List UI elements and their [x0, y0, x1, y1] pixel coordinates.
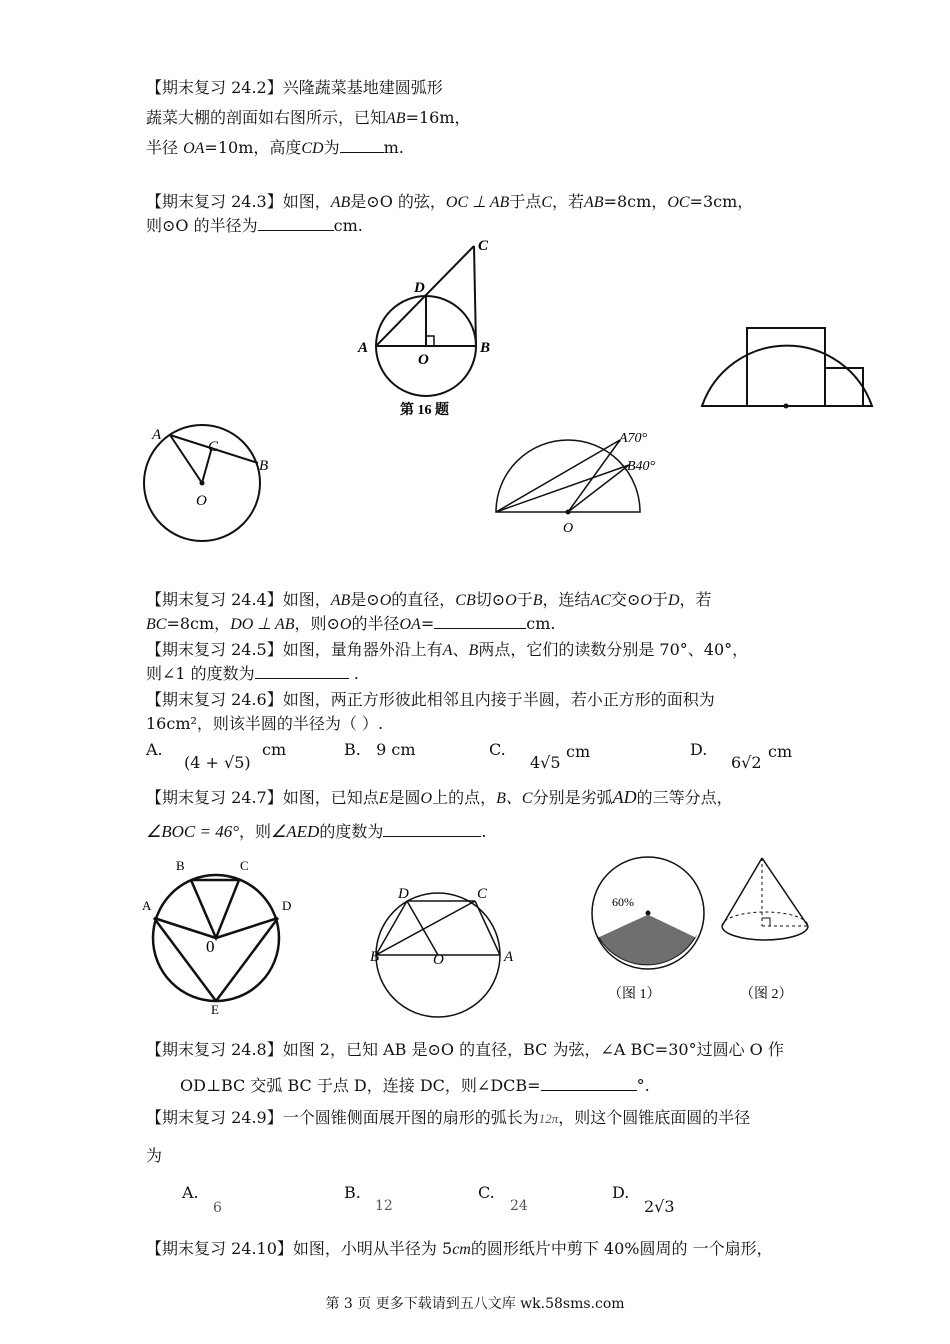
t: . [481, 822, 487, 841]
q24-3-oc: OC [667, 194, 690, 211]
q24-3-t1: 如图， [282, 192, 331, 211]
label-c: C [208, 439, 219, 455]
math: AC [590, 592, 611, 609]
q24-2-line2 [146, 108, 471, 129]
q24-2-line1 [146, 78, 443, 98]
center-point [646, 911, 651, 916]
math: CB [455, 592, 476, 609]
q24-2-line3 [146, 138, 404, 159]
q24-8-line2 [180, 1076, 650, 1096]
label-a: A [142, 898, 152, 913]
label-o: O [433, 952, 444, 968]
math: BC [146, 616, 167, 633]
q24-6-line2: 16cm²，则该半圆的半径为（ ）. [146, 714, 384, 733]
opt-letter: A. [182, 1183, 199, 1202]
t: ，连结 [542, 590, 591, 609]
label-c: C [240, 858, 249, 873]
label-o: O [196, 493, 207, 509]
q24-4-line1 [146, 590, 712, 611]
q24-2-text2b: =16m， [405, 108, 471, 127]
opt-value: 9 [376, 740, 387, 759]
label-b: B [480, 340, 491, 356]
line-do [216, 918, 278, 938]
math: D [667, 592, 680, 609]
cone-left-edge [722, 858, 762, 926]
label-b40: B40° [627, 459, 656, 474]
cone-right-edge [762, 858, 808, 926]
math: B、C [496, 790, 533, 807]
right-angle [426, 336, 434, 346]
q24-6-option-c-unit: cm [566, 742, 591, 761]
q24-6-option-d-unit: cm [768, 742, 793, 761]
figure-protractor [493, 428, 683, 538]
q24-6-option-b[interactable] [344, 740, 416, 760]
math: ∠AED [271, 822, 320, 841]
math: O [339, 616, 352, 633]
t: 如图，量角器外沿上有 [282, 640, 443, 659]
t: 的三等分点， [636, 788, 733, 807]
answer-blank[interactable] [340, 138, 384, 153]
opt-unit: cm [391, 740, 416, 759]
q24-3-c: C [541, 194, 553, 211]
t: = [420, 614, 435, 633]
opt-letter: C. [478, 1183, 495, 1202]
t: cm. [526, 614, 556, 633]
q24-7-line1 [146, 787, 733, 809]
q24-6-line1 [146, 690, 715, 710]
t: °. [636, 1076, 650, 1095]
math: O [420, 790, 433, 807]
q24-4-line2 [146, 614, 555, 635]
label-b: B [370, 949, 380, 965]
label-e: E [211, 1002, 219, 1017]
q24-3-t5: =8cm， [603, 192, 668, 211]
center-point [200, 481, 205, 486]
t: ，若 [679, 590, 712, 609]
triangle-boc [191, 880, 239, 938]
t: 如图 2，已知 AB 是⊙O 的直径，BC 为弦，∠A BC=30°过圆心 O 作 [282, 1040, 784, 1059]
q24-8-line1 [146, 1040, 784, 1060]
q24-2-text3d: m. [383, 138, 404, 157]
figure-semicircle-squares [695, 310, 885, 410]
q24-3-line2 [146, 216, 363, 236]
q24-6-tag: 【期末复习 24.6】 [146, 690, 283, 709]
q24-6-option-d-value: 6√2 [731, 753, 762, 772]
math: O [379, 592, 392, 609]
math: O [505, 592, 517, 609]
label-b: B [259, 458, 269, 474]
opt-letter: D. [612, 1183, 630, 1202]
t: 于 [516, 590, 533, 609]
opt-letter: C. [489, 740, 506, 759]
q24-2-ab: AB [386, 110, 406, 127]
figure-2-caption: （图 2） [740, 987, 793, 1002]
line-ob [568, 465, 629, 512]
line-ao [170, 435, 202, 483]
q24-3-ab: AB [330, 194, 351, 211]
answer-blank[interactable] [258, 216, 334, 231]
label-60-percent: 60% [612, 895, 634, 909]
opt-letter: B. [344, 1183, 361, 1202]
q24-6-option-c-value: 4√5 [530, 753, 561, 772]
math: DO ⊥ AB [230, 616, 295, 633]
q24-3-t6: =3cm， [689, 192, 754, 211]
figure-2-cone [718, 856, 828, 1006]
t: ，则⊙ [294, 614, 340, 633]
right-angle [762, 918, 770, 926]
label-a: A [504, 949, 514, 965]
label-c: C [477, 886, 488, 902]
opt-letter: B. [344, 740, 361, 759]
label-b: B [176, 858, 185, 873]
math: B [468, 642, 479, 659]
label-o: O [418, 352, 429, 368]
q24-6-option-d[interactable] [690, 740, 707, 760]
t: 如图，小明从半径为 5 [292, 1239, 453, 1258]
semicircle [702, 346, 872, 406]
math: B [532, 592, 543, 609]
q24-3-abeq: AB [584, 194, 604, 211]
q24-9-tag: 【期末复习 24.9】 [146, 1108, 283, 1127]
math-12pi: 12π [538, 1111, 559, 1126]
center-point [566, 510, 571, 515]
t: 于 [651, 590, 668, 609]
answer-blank[interactable] [434, 614, 526, 629]
opt-letter: A. [146, 740, 163, 759]
line-do [407, 901, 438, 955]
math: AB [330, 592, 351, 609]
t: 、 [452, 640, 469, 659]
figure-caption: 第 16 题 [400, 403, 449, 418]
q24-7-line2 [146, 822, 486, 842]
t: 是圆 [388, 788, 421, 807]
t: 一个圆锥侧面展开图的扇形的弧长为 [282, 1108, 539, 1127]
q24-9-option-b[interactable] [344, 1183, 361, 1203]
t: 交⊙ [610, 590, 641, 609]
q24-8-tag: 【期末复习 24.8】 [146, 1040, 283, 1059]
figure-1-sector [590, 856, 710, 1006]
q24-2-text3a: 半径 [146, 138, 184, 157]
label-d: D [282, 898, 292, 913]
q24-10-tag: 【期末复习 24.10】 [146, 1239, 293, 1258]
center-point [784, 404, 789, 409]
q24-2-text3b: =10m，高度 [204, 138, 302, 157]
t: . [353, 664, 359, 683]
t: ，则 [239, 822, 272, 841]
q24-6-option-a[interactable] [146, 740, 163, 760]
q24-3-tag: 【期末复习 24.3】 [146, 192, 283, 211]
math: A [442, 642, 453, 659]
t: OD⊥BC 交弧 BC 于点 D，连接 DC，则∠DCB= [180, 1076, 541, 1095]
t: ，则这个圆锥底面圆的半径 [558, 1108, 751, 1127]
t: 两点，它们的读数分别是 70°、40°， [478, 640, 749, 659]
figure-circle-chord [140, 425, 280, 575]
semicircle [496, 440, 640, 512]
q24-5-line1 [146, 640, 748, 661]
page-footer: 第 3 页 更多下载请到五八文库 wk.58sms.com [325, 1296, 625, 1312]
q24-6-option-c[interactable] [489, 740, 506, 760]
label-d: D [398, 886, 409, 902]
q24-3-ocab: OC ⊥ AB [445, 194, 510, 211]
t: 如图，两正方形彼此相邻且内接于半圆，若小正方形的面积为 [282, 690, 715, 709]
figure-circle-abcde [140, 856, 300, 1026]
answer-blank[interactable] [255, 664, 349, 679]
math: ∠BOC = 46° [146, 822, 240, 841]
q24-2-oa: OA [183, 140, 205, 157]
t: 的直径， [391, 590, 456, 609]
q24-2-cd: CD [301, 140, 324, 157]
q24-2-text3c: 为 [323, 138, 340, 157]
label-o: 0 [206, 937, 215, 956]
q24-5-tag: 【期末复习 24.5】 [146, 640, 283, 659]
q24-6-option-a-value: (4 + √5) [184, 753, 251, 772]
math: E [378, 790, 389, 807]
line-to-b [496, 465, 629, 512]
q24-3-l2a: 则⊙O 的半径为 [146, 216, 258, 235]
math: O [640, 592, 652, 609]
large-square [747, 328, 825, 406]
q24-9-option-d[interactable] [612, 1183, 629, 1203]
line-ao [154, 918, 216, 938]
t: 的度数为 [319, 822, 384, 841]
q24-9-line2: 为 [146, 1146, 163, 1165]
t: 切⊙ [475, 590, 506, 609]
q24-9-option-a-value: 6 [213, 1200, 222, 1216]
q24-3-t3: 于点 [509, 192, 542, 211]
answer-blank[interactable] [541, 1076, 637, 1091]
label-d: D [414, 280, 425, 296]
small-square [825, 368, 863, 406]
q24-2-text2a: 蔬菜大棚的剖面如右图所示，已知 [146, 108, 387, 127]
t: 的圆形纸片中剪下 40%圆周的 一个扇形， [470, 1239, 773, 1258]
t: =8cm， [166, 614, 231, 633]
label-a: A [152, 427, 162, 443]
line-to-a [496, 440, 620, 512]
line-ac [475, 901, 500, 955]
label-c: C [478, 238, 489, 254]
t: 则∠1 的度数为 [146, 664, 255, 683]
q24-3-t2: 是⊙O 的弦， [350, 192, 446, 211]
q24-9-option-d-value: 2√3 [644, 1197, 675, 1216]
q24-6-option-a-unit: cm [262, 740, 287, 759]
q24-3-line1 [146, 192, 753, 213]
q24-9-line1 [146, 1108, 750, 1129]
q24-9-option-c[interactable] [478, 1183, 495, 1203]
q24-9-option-b-value: 12 [375, 1198, 393, 1214]
opt-letter: D. [690, 740, 708, 759]
figure-1-caption: （图 1） [608, 987, 661, 1002]
q24-9-option-c-value: 24 [510, 1198, 528, 1214]
t: 分别是劣弧 [532, 788, 613, 807]
t: 如图， [282, 590, 331, 609]
line-oa [568, 440, 620, 512]
math-arc-ad: AD [612, 787, 637, 807]
q24-5-line2 [146, 664, 359, 684]
cone-base-front [722, 926, 808, 940]
answer-blank[interactable] [383, 822, 481, 837]
figure-16 [300, 236, 500, 421]
q24-3-l2b: cm. [333, 216, 363, 235]
q24-2-tag: 【期末复习 24.2】 [146, 78, 283, 97]
t: 的半径 [351, 614, 400, 633]
line-de [216, 918, 278, 1001]
line-ae [154, 918, 216, 1001]
label-a70: A70° [619, 431, 648, 446]
q24-4-tag: 【期末复习 24.4】 [146, 590, 283, 609]
t: 如图，已知点 [282, 788, 379, 807]
q24-2-text: 兴隆蔬菜基地建圆弧形 [282, 78, 443, 97]
q24-10-line1 [146, 1239, 773, 1260]
cone-base-back [722, 912, 808, 926]
q24-9-option-a[interactable] [182, 1183, 199, 1203]
q24-3-t4: ，若 [552, 192, 585, 211]
label-o: O [563, 521, 574, 536]
t: 上的点， [432, 788, 497, 807]
math-cm: cm [452, 1241, 471, 1258]
q24-7-tag: 【期末复习 24.7】 [146, 788, 283, 807]
label-a: A [358, 340, 369, 356]
math: OA [399, 616, 421, 633]
t: 是⊙ [350, 590, 380, 609]
figure-circle-trapezoid [365, 882, 520, 1017]
